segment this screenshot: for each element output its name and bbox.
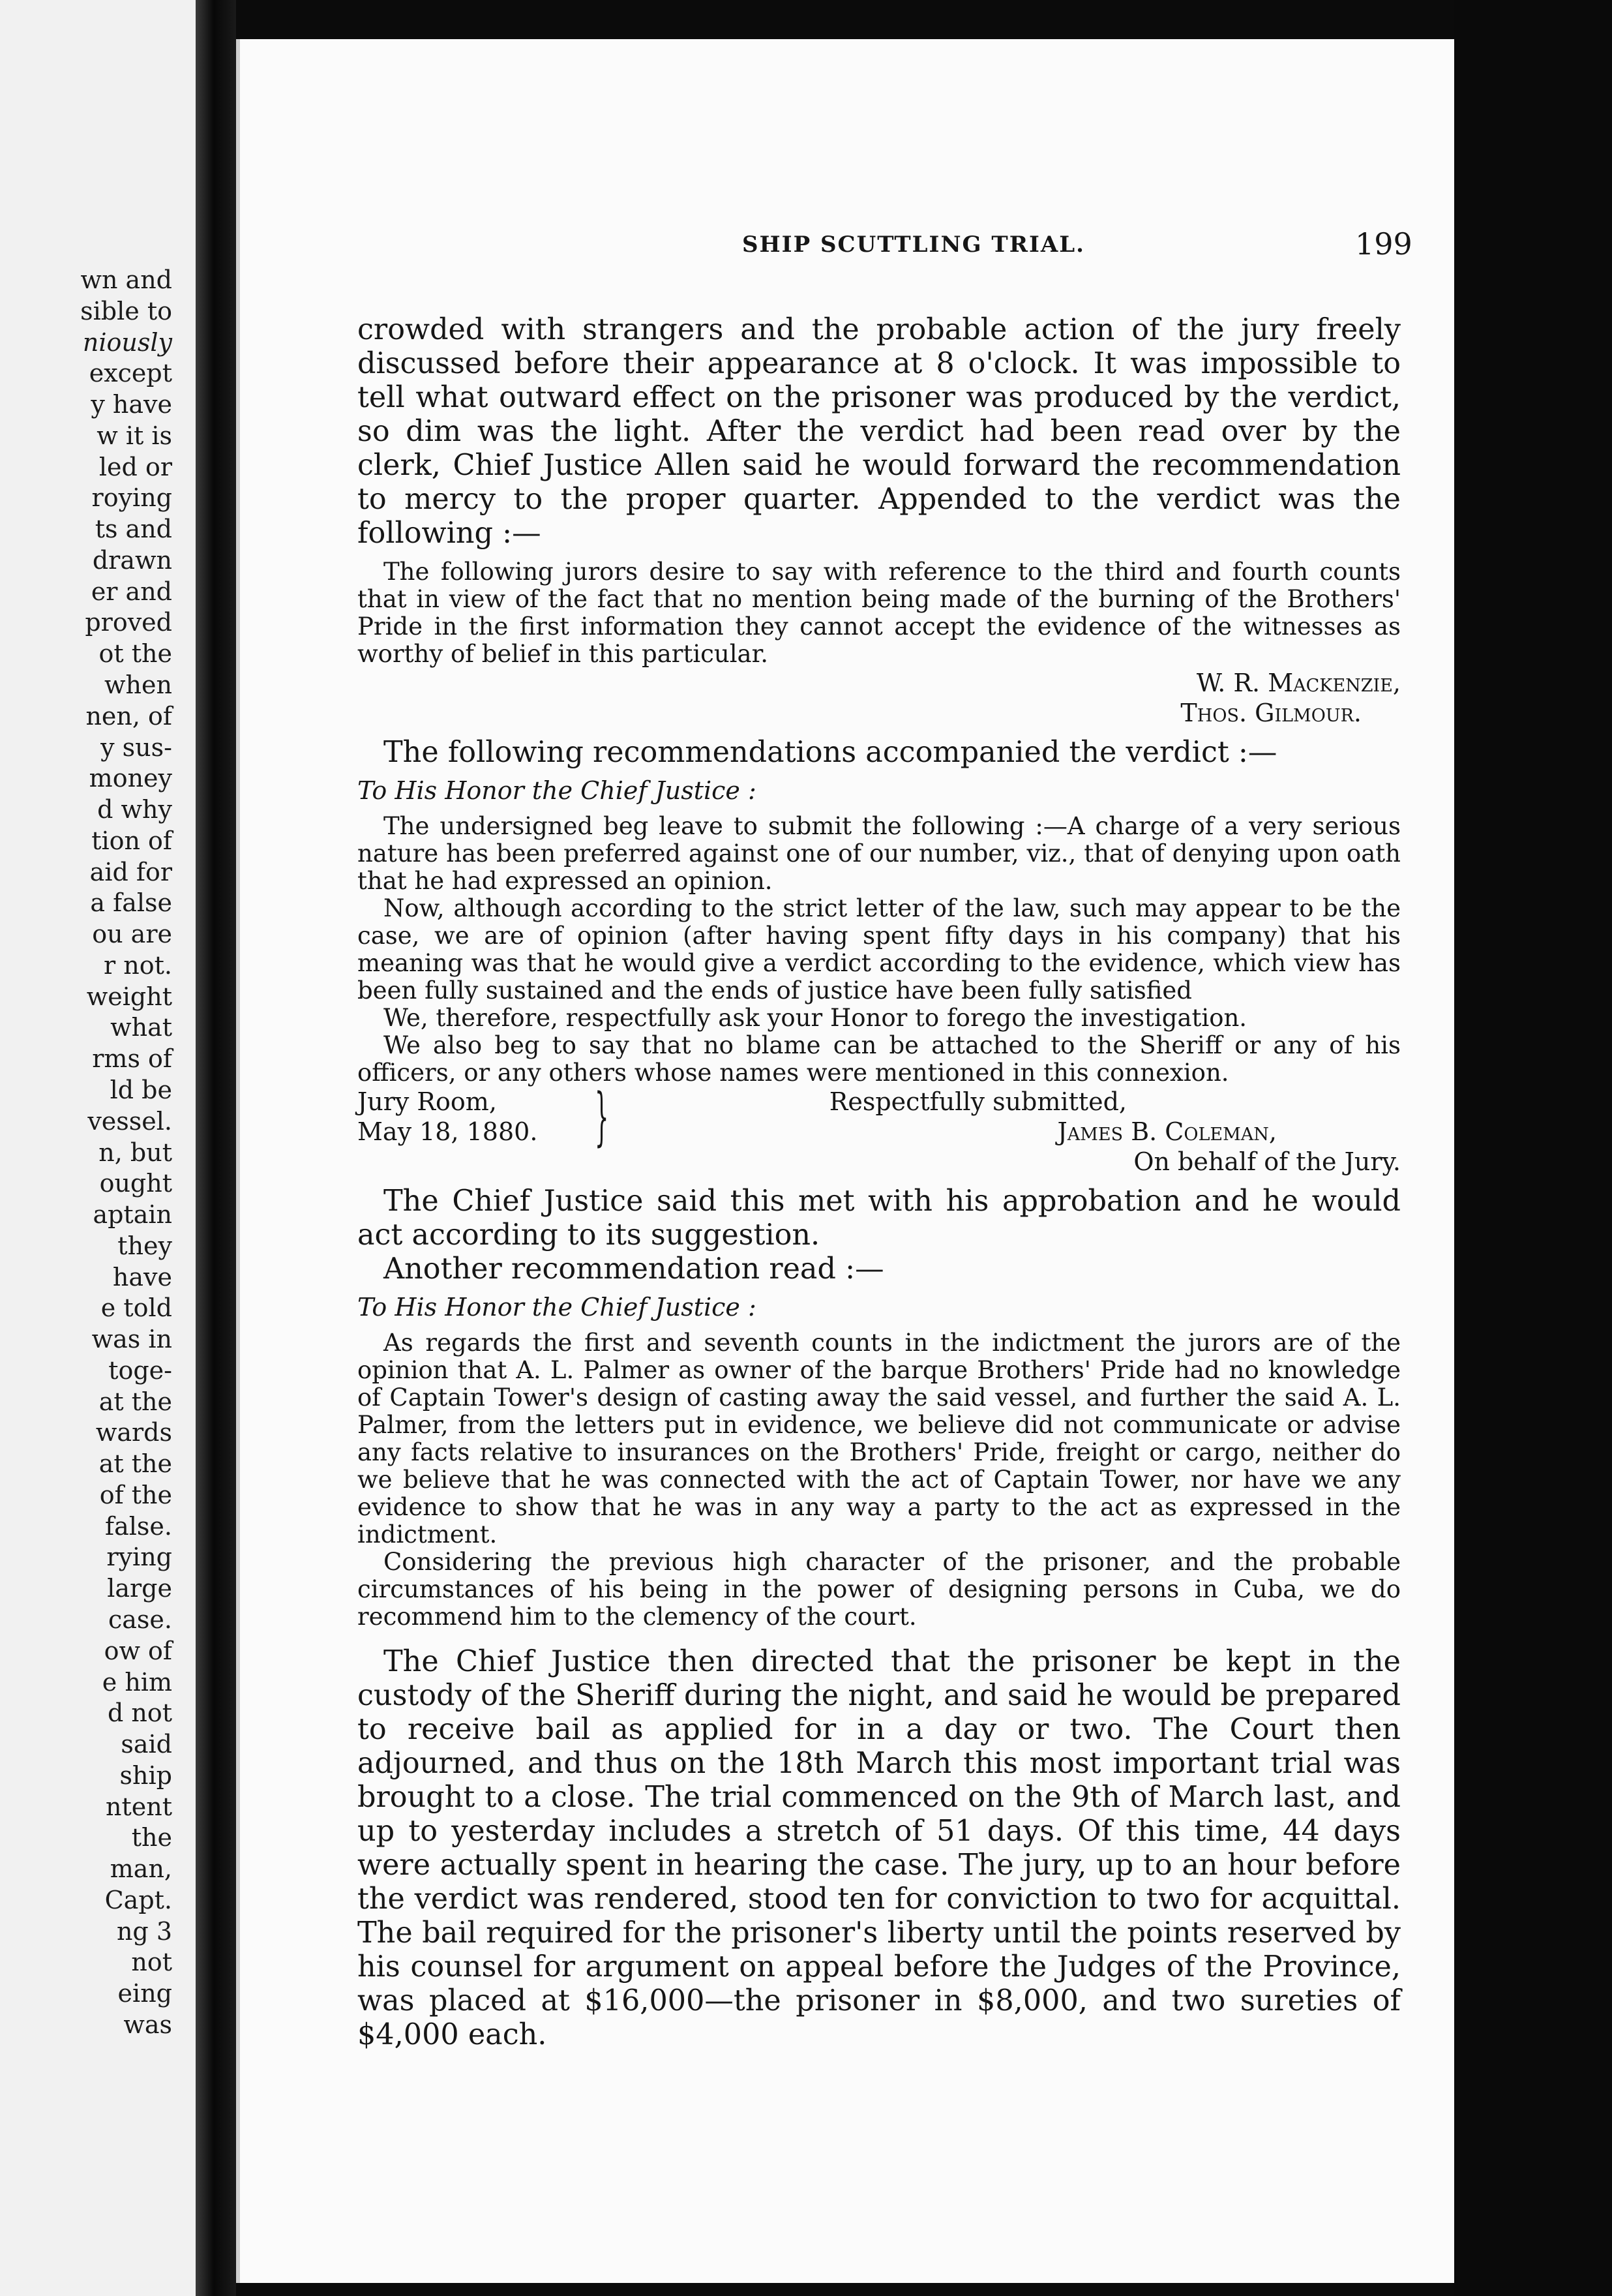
left-page-text-fragment: wards xyxy=(95,1418,172,1447)
brace-glyph: } xyxy=(595,1080,609,1153)
paragraph-another-recommendation: Another recommendation read :— xyxy=(383,1252,884,1286)
left-page-text-fragment: tion of xyxy=(91,826,172,855)
on-behalf-of-jury: On behalf of the Jury. xyxy=(1133,1147,1401,1176)
left-page-text-fragment: ld be xyxy=(110,1076,172,1104)
left-page-text-fragment: aid for xyxy=(89,858,172,886)
left-page-text-fragment: d why xyxy=(97,795,172,824)
left-page-text-fragment: aptain xyxy=(93,1200,172,1229)
salutation-first: To His Honor the Chief Justice : xyxy=(357,776,756,805)
left-page-text-fragment: niously xyxy=(82,328,172,357)
left-page-text-fragment: man, xyxy=(110,1854,172,1883)
left-page-text-fragment: toge- xyxy=(108,1356,172,1385)
paragraph-recommendations-heading: The following recommendations accompanied the verdict :— xyxy=(383,736,1277,769)
page xyxy=(236,39,1458,2283)
left-page-text-fragment: wn and xyxy=(80,265,172,294)
left-page-text-fragment: nen, of xyxy=(85,702,172,731)
left-page-text-fragment: ts and xyxy=(95,515,172,543)
jurors-signature-mackenzie: W. R. Mackenzie, xyxy=(1196,669,1401,697)
left-page-text-fragment: y sus- xyxy=(100,733,172,762)
jury-room-date: May 18, 1880. xyxy=(357,1117,538,1146)
left-page-text-fragment: what xyxy=(110,1013,172,1042)
left-page-text-fragment: Capt. xyxy=(104,1886,172,1914)
left-page-text-fragment: rms of xyxy=(92,1044,172,1073)
recommendation-two-p2: Considering the previous high character of the prisoner, and the probable circumstances of his being in the power of designing persons in Cuba, we do recommend him to the clemency of the court. xyxy=(357,1548,1401,1631)
recommendation-one-signoff xyxy=(357,1080,1401,1177)
left-page-text-fragment: d not xyxy=(107,1699,172,1727)
left-page-text-fragment: the xyxy=(131,1823,172,1852)
left-page-text-fragment: at the xyxy=(98,1387,172,1416)
left-page-text-fragment: have xyxy=(112,1263,172,1292)
left-page-text-fragment: er and xyxy=(91,577,172,606)
left-page-text-fragment: false. xyxy=(105,1512,172,1541)
left-page-text-fragment: proved xyxy=(85,608,172,637)
page-number: 199 xyxy=(1355,226,1412,262)
page-header xyxy=(240,226,1458,271)
left-page-text-fragment: ot the xyxy=(98,639,172,668)
paragraph-intro: crowded with strangers and the probable action of the jury freely discussed before their appearance at 8 o'clock. It was impossible to tell what outward effect on the prisoner was produced by the verdict, so dim was the light. After the verdict had been read over by the clerk, Chief Justice Allen said he would forward the recommendation to mercy to the proper quarter. Appended to the verdict was the following :— xyxy=(357,313,1401,550)
left-page-text-fragment: roying xyxy=(91,483,172,512)
left-page-text-fragment: of the xyxy=(99,1481,172,1509)
left-page-text-fragment: y have xyxy=(91,390,172,419)
left-page-text-fragment: not xyxy=(131,1948,172,1976)
left-page-text-fragment: at the xyxy=(98,1449,172,1478)
left-page-text-fragment: ng 3 xyxy=(116,1917,172,1946)
left-page-text-fragment: ow of xyxy=(104,1637,172,1665)
jurors-note: The following jurors desire to say with reference to the third and fourth counts that in view of the fact that no mention being made of the burning of the Brothers' Pride in the first information they cannot accept the evidence of the witnesses as worthy of belief in this particular. xyxy=(357,558,1401,668)
scan-right-edge xyxy=(1454,0,1612,2296)
left-page-fragment xyxy=(0,0,196,2296)
jury-room-place: Jury Room, xyxy=(357,1087,497,1116)
jurors-signature-gilmour: Thos. Gilmour. xyxy=(1180,699,1362,727)
salutation-second: To His Honor the Chief Justice : xyxy=(357,1293,756,1322)
paragraph-closing: The Chief Justice then directed that the prisoner be kept in the custody of the Sheriff during the night, and said he would be prepared to receive bail as applied for in a day or two. The Court then adjourned, and thus on the 18th March this most important trial was brought to a close. The trial commenced on the 9th of March last, and up to yesterday includes a stretch of 51 days. Of this time, 44 days were actually spent in hearing the case. The jury, up to an hour before the verdict was rendered, stood ten for conviction to two for acquittal. The bail required for the prisoner's liberty until the points reserved by his counsel for argument on appeal before the Judges of the Province, was placed at $16,000—the prisoner in $8,000, and two sureties of $4,000 each. xyxy=(357,1645,1401,2051)
left-page-text-fragment: rying xyxy=(106,1543,172,1571)
signer-coleman: James B. Coleman, xyxy=(1057,1117,1277,1146)
paragraph-chief-justice-approval: The Chief Justice said this met with his approbation and he would act according to its suggestion. xyxy=(357,1185,1401,1252)
left-page-text-fragment: e told xyxy=(100,1293,172,1322)
left-page-text-fragment: said xyxy=(121,1730,172,1759)
recommendation-one-p3: We, therefore, respectfully ask your Honor to forego the investigation. xyxy=(383,1004,1247,1032)
left-page-text-fragment: e him xyxy=(102,1668,172,1697)
left-page-text-fragment: w it is xyxy=(97,421,172,450)
left-page-text-fragment: r not. xyxy=(104,951,172,980)
left-page-text-fragment: a false xyxy=(90,888,172,917)
left-page-text-fragment: ship xyxy=(119,1761,172,1790)
left-page-text-fragment: weight xyxy=(86,982,172,1011)
recommendation-one-p4: We also beg to say that no blame can be attached to the Sheriff or any of his officers, or any others whose names were mentioned in this connexion. xyxy=(357,1031,1401,1087)
left-page-text-fragment: money xyxy=(89,764,172,793)
left-page-text-fragment: they xyxy=(117,1231,172,1260)
running-title: SHIP SCUTTLING TRIAL. xyxy=(742,232,1085,258)
book-gutter xyxy=(196,0,236,2296)
left-page-text-fragment: except xyxy=(89,359,172,387)
left-page-text-fragment: eing xyxy=(117,1979,172,2008)
left-page-text-fragment: drawn xyxy=(92,546,172,575)
recommendation-one-p2: Now, although according to the strict letter of the law, such may appear to be the case, we are of opinion (after having spent fifty days in his company) that his meaning was that he would give a verdict according to the evidence, which view has been fully sustained and the ends of justice have been fully satisfied xyxy=(357,894,1401,1004)
left-page-text-fragment: ntent xyxy=(106,1792,172,1821)
respectfully-submitted: Respectfully submitted, xyxy=(829,1087,1127,1116)
page-body xyxy=(357,313,1401,2052)
left-page-text-fragment: case. xyxy=(108,1605,172,1634)
left-page-text-fragment: was in xyxy=(91,1325,172,1353)
left-page-text-fragment: led or xyxy=(98,453,172,481)
left-page-text-fragment: ought xyxy=(99,1169,172,1198)
left-page-text-fragment: ou are xyxy=(92,920,172,948)
recommendation-two-p1: As regards the first and seventh counts in the indictment the jurors are of the opinion that A. L. Palmer as owner of the barque Brothers' Pride had no knowledge of Captain Tower's design of casting away the said vessel, and further the said A. L. Palmer, from the letters put in evidence, we believe did not communicate or advise any facts relative to insurances on the Brothers' Pride, freight or cargo, neither do we believe that he was connected with the act of Captain Tower, nor have we any evidence to show that he was in any way a party to the act as expressed in the indictment. xyxy=(357,1329,1401,1548)
left-page-text-fragment: n, but xyxy=(98,1138,172,1167)
left-page-text-fragment: sible to xyxy=(80,297,172,325)
left-page-text-fragment: vessel. xyxy=(87,1107,172,1136)
left-page-text-fragment: large xyxy=(107,1574,172,1603)
left-page-text-fragment: when xyxy=(104,671,172,699)
recommendation-one-p1: The undersigned beg leave to submit the following :—A charge of a very serious nature has been preferred against one of our number, viz., that of denying upon oath that he had expressed an opinion. xyxy=(357,812,1401,895)
left-page-text-fragment: was xyxy=(123,2010,172,2039)
